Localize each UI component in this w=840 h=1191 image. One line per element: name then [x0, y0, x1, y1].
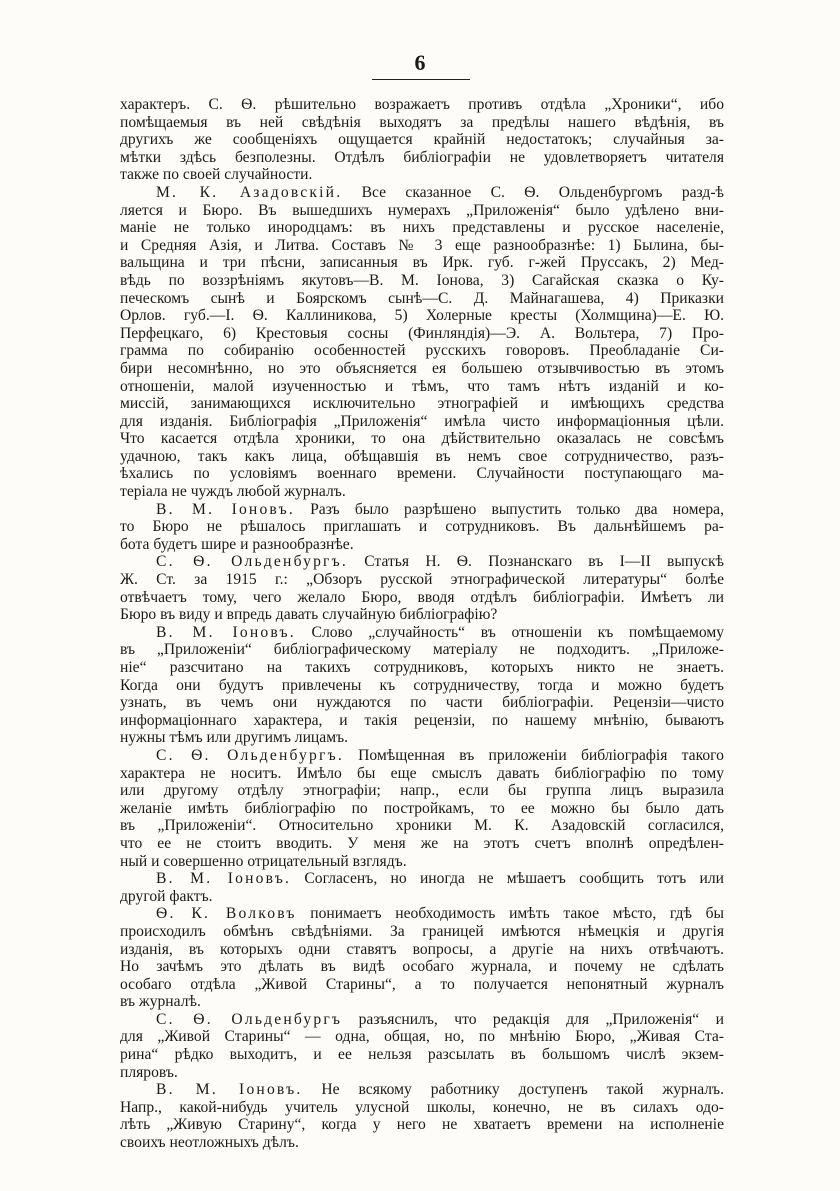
paragraph-first-line — [120, 1081, 724, 1099]
line-text: для изданія. Библіографія „Приложенія“ имѣла чисто информаціонныя цѣли. — [120, 412, 724, 430]
line-text: вѣдь по воззрѣніямъ якутовъ—В. М. Іонова, 3) Сагайская сказка о Ку- — [120, 271, 724, 289]
line-text: Слово „случайность“ въ отношеніи къ помѣщаемому — [295, 623, 724, 641]
line-text: ный и совершенно отрицательный взглядъ. — [120, 852, 407, 870]
text-line — [120, 465, 724, 483]
text-line — [120, 395, 724, 413]
text-line — [120, 765, 724, 783]
paragraph-first-line — [120, 905, 724, 923]
speaker-name: В. М. Іоновъ. — [156, 500, 295, 518]
line-text: изданія, въ которыхъ одни ставятъ вопросы, а другіе на нихъ отвѣчаютъ. — [120, 940, 724, 958]
text-line — [120, 958, 724, 976]
line-text: Что касается отдѣла хроники, то она дѣйствительно оказалась не совсѣмъ — [120, 430, 724, 448]
text-line — [120, 782, 724, 800]
line-text: помѣщаемыя въ ней свѣдѣнія выходятъ за предѣлы нашего вѣдѣнія, въ — [120, 113, 724, 131]
text-line — [120, 518, 724, 536]
text-line — [120, 1028, 724, 1046]
line-text: Орлов. губ.—І. Ѳ. Каллиникова, 5) Холерные кресты (Холмщина)—Е. Ю. — [120, 307, 724, 325]
text-line — [120, 712, 724, 730]
body-text — [120, 96, 724, 1152]
line-text: что ее не стоитъ вводить. У меня же на этотъ счетъ вполнѣ опредѣлен- — [120, 834, 724, 852]
text-line — [120, 817, 724, 835]
paragraph-first-line — [120, 184, 724, 202]
line-text: Ж. Ст. за 1915 г.: „Обзоръ русской этнографической литературы“ болѣе — [120, 571, 724, 589]
line-text: ніе“ разсчитано на такихъ сотрудниковъ, которыхъ никто не знаетъ. — [120, 659, 724, 676]
line-text: для „Живой Старины“ — одна, общая, но, по мнѣнію Бюро, „Живая Ста- — [120, 1028, 724, 1046]
line-text: информаціоннаго характера, и такія рецензіи, по нашему мнѣнію, бываютъ — [120, 711, 724, 729]
line-text: мѣтки здѣсь безполезны. Отдѣлъ библіографіи не удовлетворяетъ читателя — [120, 148, 724, 166]
line-text: маніе не только инородцамъ: въ нихъ представлены и русское населеніе, — [120, 219, 724, 237]
line-text: печескомъ сынѣ и Боярскомъ сынѣ—С. Д. Майнагашева, 4) Приказки — [120, 289, 724, 307]
text-line — [120, 1046, 724, 1064]
line-text: другой фактъ. — [120, 887, 213, 905]
text-line — [120, 589, 724, 607]
speaker-name: В. М. Іоновъ. — [156, 870, 292, 888]
paragraph-first-line — [120, 624, 724, 642]
text-line — [120, 641, 724, 659]
paragraph-first-line — [120, 501, 724, 519]
line-text: удачною, такъ какъ лица, обѣщавшія въ немъ свое сотрудничество, разъ- — [120, 447, 724, 465]
text-line — [120, 237, 724, 255]
line-text: Не всякому работнику доступенъ такой журналъ. — [302, 1081, 724, 1099]
text-line — [120, 571, 724, 589]
text-line — [120, 131, 724, 149]
speaker-name: В. М. Іоновъ. — [156, 623, 296, 641]
line-text: своихъ неотложныхъ дѣлъ. — [120, 1134, 299, 1152]
line-text: Бюро въ виду и впредь давать случайную библіографію? — [120, 606, 498, 624]
text-line — [120, 888, 724, 906]
text-line — [120, 1064, 724, 1082]
text-line — [120, 677, 724, 695]
line-text: въ журналѣ. — [120, 993, 201, 1011]
text-line — [120, 483, 724, 501]
line-text: понимаетъ необходимость имѣть такое мѣсто, гдѣ бы — [296, 905, 725, 923]
text-line — [120, 290, 724, 308]
text-line — [120, 430, 724, 448]
text-line — [120, 219, 724, 237]
line-text: нужны тѣмъ или другимъ лицамъ. — [120, 729, 349, 747]
text-line — [120, 1134, 724, 1152]
line-text: характеръ. С. Ѳ. рѣшительно возражаетъ противъ отдѣла „Хроники“, ибо — [120, 96, 724, 113]
line-text: теріала не чуждъ любой журналъ. — [120, 483, 346, 501]
text-line — [120, 96, 724, 114]
text-line — [120, 272, 724, 290]
text-line — [120, 307, 724, 325]
text-line — [120, 114, 724, 132]
text-line — [120, 360, 724, 378]
text-line — [120, 800, 724, 818]
text-line — [120, 941, 724, 959]
line-text: въ „Приложеніи“ библіографическому матеріалу не подходитъ. „Приложе- — [120, 641, 724, 659]
line-text: также по своей случайности. — [120, 166, 313, 184]
text-line — [120, 923, 724, 941]
line-text: въ „Приложеніи“. Относительно хроники М. К. Азадовскій согласился, — [120, 817, 724, 835]
line-text: отношеніи, малой изученностью и тѣмъ, что тамъ нѣтъ изданій и ко- — [120, 377, 724, 395]
line-text: желаніе имѣть библіографію по постройкамъ, то ее можно бы было дать — [120, 799, 724, 817]
line-text: Помѣщенная въ приложеніи библіографія такого — [343, 746, 724, 764]
text-line — [120, 536, 724, 554]
speaker-name: С. Ѳ. Ольденбургъ. — [156, 746, 344, 764]
line-text: Когда они будутъ привлечены къ сотрудничеству, тогда и можно будетъ — [120, 676, 724, 694]
line-text: особаго отдѣла „Живой Старины“, а то получается непонятный журналъ — [120, 975, 724, 993]
speaker-name: М. К. Азадовскій. — [156, 183, 343, 201]
text-line — [120, 694, 724, 712]
text-line — [120, 166, 724, 184]
text-line — [120, 378, 724, 396]
line-text: ѣхались по условіямъ военнаго времени. Случайности поступающаго ма- — [120, 465, 724, 483]
text-line — [120, 976, 724, 994]
text-line — [120, 254, 724, 272]
line-text: Разъ было разрѣшено выпустить только два номера, — [294, 500, 724, 518]
line-text: бота будетъ шире и разнообразнѣе. — [120, 535, 354, 553]
line-text: Согласенъ, но иногда не мѣшаетъ сообщить тотъ или — [291, 870, 724, 888]
line-text: лѣть „Живую Старину“, когда у него не хватаетъ времени на исполненіе — [120, 1116, 724, 1134]
line-text: Но зачѣмъ это дѣлать въ видѣ особаго журнала, и почему не сдѣлать — [120, 958, 724, 976]
paragraph-first-line — [120, 747, 724, 765]
text-line — [120, 606, 724, 624]
text-line — [120, 448, 724, 466]
line-text: миссій, занимающихся исключительно этнографіей и имѣющихъ средства — [120, 395, 724, 413]
text-line — [120, 413, 724, 431]
text-line — [120, 993, 724, 1011]
line-text: отвѣчаетъ тому, чего желало Бюро, вводя отдѣлъ библіографіи. Имѣетъ ли — [120, 588, 724, 606]
speaker-name: Ѳ. К. Волковъ — [156, 905, 297, 923]
line-text: Напр., какой-нибудь учитель улусной школы, конечно, не въ силахъ одо- — [120, 1098, 724, 1116]
text-line — [120, 1116, 724, 1134]
line-text: другихъ же сообщеніяхъ ощущается крайній недостатокъ; случайныя за- — [120, 131, 724, 149]
text-line — [120, 325, 724, 343]
line-text: происходилъ обмѣнъ свѣдѣніями. За границей имѣются нѣмецкія и другія — [120, 922, 724, 940]
text-line — [120, 342, 724, 360]
header-rule — [372, 79, 470, 80]
line-text: бири несомнѣнно, но это объясняется ея большею отзывчивостью въ этомъ — [120, 359, 724, 377]
paragraph-first-line — [120, 1011, 724, 1029]
line-text: Все сказанное С. Ѳ. Ольденбургомъ разд-ѣ — [342, 183, 725, 201]
text-line — [120, 149, 724, 167]
line-text: ляется и Бюро. Въ вышедшихъ нумерахъ „Приложенія“ было удѣлено вни- — [120, 201, 724, 219]
line-text: Статья Н. Ѳ. Познанскаго въ I—II выпускѣ — [347, 553, 724, 571]
line-text: пляровъ. — [120, 1063, 178, 1081]
line-text: то Бюро не рѣшалось приглашать и сотрудниковъ. Въ дальнѣйшемъ ра- — [120, 518, 724, 536]
line-text: разъяснилъ, что редакція для „Приложенія“ и — [342, 1010, 724, 1028]
text-line — [120, 853, 724, 871]
line-text: или другому отдѣлу этнографіи; напр., если бы группа лицъ выразила — [120, 782, 724, 800]
speaker-name: С. Ѳ. Ольденбургъ — [156, 1010, 343, 1028]
line-text: характера не носитъ. Имѣло бы еще смыслъ давать библіографію по тому — [120, 764, 724, 782]
line-text: и Средняя Азія, и Литва. Составъ № 3 еще разнообразнѣе: 1) Былина, бы- — [120, 236, 724, 254]
text-line — [120, 729, 724, 747]
text-line — [120, 202, 724, 220]
line-text: грамма по собиранію особенностей русскихъ говоровъ. Преобладаніе Си- — [120, 342, 724, 360]
line-text: узнать, въ чемъ они нуждаются по части библіографіи. Рецензіи—чисто — [120, 694, 724, 712]
page-number: 6 — [414, 50, 426, 75]
text-line — [120, 659, 724, 677]
text-line — [120, 1099, 724, 1117]
speaker-name: С. Ѳ. Ольденбургъ. — [156, 553, 348, 571]
line-text: Перфецкаго, 6) Крестовыя сосны (Финляндія)—Э. А. Вольтера, 7) Про- — [120, 324, 724, 342]
line-text: рина“ рѣдко выходитъ, и ее нельзя разсылать въ большомъ числѣ экзем- — [120, 1046, 724, 1064]
text-line — [120, 835, 724, 853]
speaker-name: В. М. Іоновъ. — [156, 1081, 303, 1099]
paragraph-first-line — [120, 553, 724, 571]
line-text: вальщина и три пѣсни, записанныя въ Ирк. губ. г-жей Пруссакъ, 2) Мед- — [120, 254, 724, 272]
paragraph-first-line — [120, 870, 724, 888]
